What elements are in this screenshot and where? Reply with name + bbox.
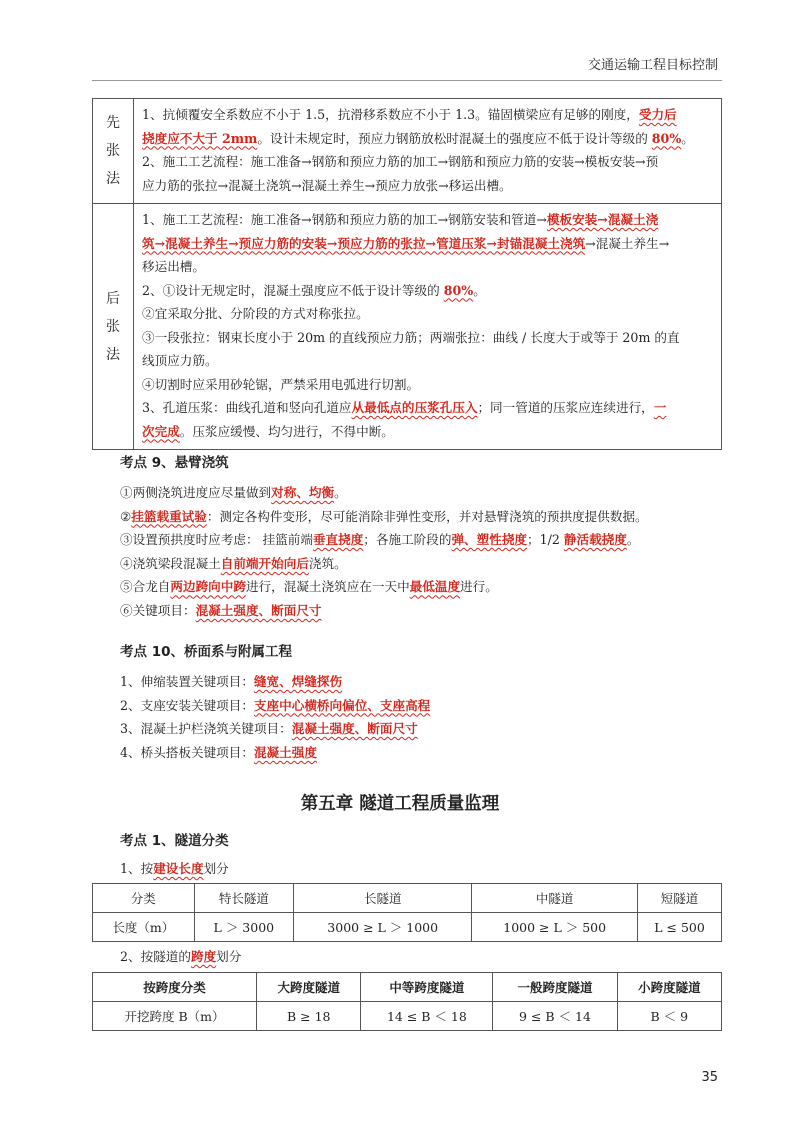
length-caption-text xyxy=(120,857,229,881)
list-item xyxy=(120,552,648,576)
length-value-cell: 长度（m） xyxy=(93,913,195,942)
length-value-cell: 3000 ≥ L ＞ 1000 xyxy=(294,913,472,942)
highlight-text: 混凝土强度 xyxy=(253,744,317,760)
content-line xyxy=(142,302,715,326)
prestress-methods-table xyxy=(92,98,722,450)
list-item xyxy=(120,741,430,765)
text-run: 。 xyxy=(681,130,694,146)
content-line xyxy=(142,103,715,127)
tunnel-section-title xyxy=(120,829,229,849)
content-line xyxy=(142,396,715,420)
content-line xyxy=(142,174,715,198)
highlight-text: 自前端开始向后 xyxy=(220,555,309,571)
page-number: 35 xyxy=(701,1070,718,1085)
highlight-text: 挂篮载重试验 xyxy=(131,508,207,524)
highlight-text: 垂直挠度 xyxy=(312,532,364,548)
content-line xyxy=(142,208,715,232)
text-run: ；1/2 xyxy=(527,532,564,548)
highlight-text: 一 xyxy=(653,400,667,415)
text-run: 2、按隧道的 xyxy=(120,949,191,964)
content-line xyxy=(142,127,715,151)
text-run: 应力筋的张拉→混凝土浇筑→混凝土养生→预应力放张→移运出槽。 xyxy=(142,177,512,193)
span-header-cell: 中等跨度隧道 xyxy=(361,973,493,1002)
highlight-text: 次完成 xyxy=(142,423,180,439)
text-run: 划分 xyxy=(203,861,229,876)
text-run: ③一段张拉：钢束长度小于 20m 的直线预应力筋；两端张拉：曲线 / 长度大于或等于 20m 的直 xyxy=(142,329,680,345)
length-value-row xyxy=(93,913,722,942)
chapter-title: 第五章 隧道工程质量监理 xyxy=(300,794,500,814)
list-item xyxy=(120,505,648,529)
length-header-cell: 分类 xyxy=(93,884,195,913)
content-line xyxy=(142,232,715,256)
content-line xyxy=(142,373,715,397)
text-run: ② xyxy=(120,508,132,524)
span-header-cell: 按跨度分类 xyxy=(93,973,257,1002)
point9-title: 考点 9、悬臂浇筑 xyxy=(120,455,229,471)
text-run: 线顶应力筋。 xyxy=(142,353,218,368)
span-value-cell: B ≥ 18 xyxy=(257,1002,361,1031)
highlight-text: 80% xyxy=(651,130,682,146)
point10-title: 考点 10、桥面系与附属工程 xyxy=(120,644,292,660)
text-run: ：测定各构件变形，尽可能消除非弹性变形，并对悬臂浇筑的预拱度提供数据。 xyxy=(206,508,648,524)
text-run: 移运出槽。 xyxy=(142,259,205,274)
posttension-row xyxy=(93,204,722,450)
span-caption xyxy=(120,945,241,969)
highlight-text: 受力后 xyxy=(638,107,677,122)
content-line xyxy=(142,150,715,174)
point9-section xyxy=(120,451,648,623)
text-run: 进行，混凝土浇筑应在一天中 xyxy=(245,579,410,595)
length-caption xyxy=(120,857,229,881)
text-run: ；各施工阶段的 xyxy=(363,532,452,548)
posttension-label-char: 法 xyxy=(106,346,120,363)
pretension-content xyxy=(134,99,722,204)
tunnel-span-table xyxy=(92,972,722,1031)
span-value-cell: 14 ≤ B ＜ 18 xyxy=(361,1002,493,1031)
highlight-text: 跨度 xyxy=(190,949,217,964)
text-run: ④浇筑梁段混凝土 xyxy=(120,555,221,571)
highlight-text: 混凝土强度、断面尺寸 xyxy=(291,721,418,737)
pretension-label xyxy=(93,99,134,204)
highlight-text: 筑→混凝土养生→预应力筋的安装→预应力筋的张拉→管道压浆→封锚混凝土浇筑 xyxy=(142,235,586,251)
list-item xyxy=(120,481,648,505)
text-run: 2、支座安装关键项目： xyxy=(120,697,254,713)
text-run: 4、桥头搭板关键项目： xyxy=(120,744,254,760)
text-run: ①两侧浇筑进度应尽量做到 xyxy=(120,485,272,500)
span-header-row xyxy=(93,973,722,1002)
list-item xyxy=(120,694,430,718)
highlight-text: 两边跨向中跨 xyxy=(170,579,246,595)
length-value-cell: L ＞ 3000 xyxy=(194,913,294,942)
text-run: 1、伸缩装置关键项目： xyxy=(120,674,254,689)
pretension-label-char: 先 xyxy=(106,115,120,131)
length-value-cell: L ≤ 500 xyxy=(638,913,722,942)
posttension-label-char: 后 xyxy=(106,290,120,307)
list-item xyxy=(120,599,648,623)
text-run: 划分 xyxy=(216,949,242,964)
highlight-text: 最低温度 xyxy=(409,579,461,595)
content-line xyxy=(142,420,715,444)
posttension-label-char: 张 xyxy=(106,318,120,335)
highlight-text: 模板安装→混凝土浇 xyxy=(546,212,659,227)
length-header-cell: 长隧道 xyxy=(294,884,472,913)
text-run: 进行。 xyxy=(460,579,498,595)
text-run: ③设置预拱度时应考虑： 挂篮前端 xyxy=(120,532,313,548)
span-header-cell: 一般跨度隧道 xyxy=(493,973,617,1002)
content-line xyxy=(142,326,715,350)
highlight-text: 静活载挠度 xyxy=(563,532,627,548)
text-run: 1、按 xyxy=(120,861,154,876)
span-value-cell: 开挖跨度 B（m） xyxy=(93,1002,257,1031)
text-run: 。压浆应缓慢、均匀进行，不得中断。 xyxy=(179,423,394,439)
highlight-text: 弹、塑性挠度 xyxy=(451,532,528,548)
point10-section xyxy=(120,640,430,764)
text-run: 3、混凝土护栏浇筑关键项目： xyxy=(120,721,292,737)
highlight-text: 80% xyxy=(443,282,474,298)
text-run: 。 xyxy=(473,282,486,298)
text-run: ⑥关键项目： xyxy=(120,602,196,618)
span-header-cell: 大跨度隧道 xyxy=(257,973,361,1002)
text-run: 1、抗倾覆安全系数应不小于 1.5，抗滑移系数应不小于 1.3。锚固横梁应有足够的刚度， xyxy=(142,107,639,122)
length-value-cell: 1000 ≥ L ＞ 500 xyxy=(472,913,638,942)
text-run: 1、施工工艺流程：施工准备→钢筋和预应力筋的加工→钢筋安装和管道→ xyxy=(142,212,547,227)
highlight-text: 建设长度 xyxy=(153,861,204,876)
point10-list xyxy=(120,670,430,764)
text-run: ⑤合龙自 xyxy=(120,579,171,595)
span-value-cell: B ＜ 9 xyxy=(617,1002,721,1031)
text-run: ④切割时应采用砂轮锯，严禁采用电弧进行切割。 xyxy=(142,376,420,392)
text-run: 。 xyxy=(334,485,347,500)
text-run: 。 xyxy=(626,532,640,548)
content-line xyxy=(142,349,715,373)
length-header-cell: 短隧道 xyxy=(638,884,722,913)
header-divider xyxy=(92,80,722,81)
span-value-cell: 9 ≤ B ＜ 14 xyxy=(493,1002,617,1031)
text-run: 。设计未规定时，预应力钢筋放松时混凝土的强度应不低于设计等级的 xyxy=(257,130,652,146)
text-run: ②宜采取分批、分阶段的方式对称张拉。 xyxy=(142,306,369,321)
highlight-text: 缝宽、焊缝探伤 xyxy=(253,674,343,689)
text-run: 3、孔道压浆：曲线孔道和竖向孔道应 xyxy=(142,400,352,415)
highlight-text: 支座中心横桥向偏位、支座高程 xyxy=(253,697,431,713)
span-header-cell: 小跨度隧道 xyxy=(617,973,721,1002)
highlight-text: 挠度应不大于 2mm xyxy=(142,130,258,146)
span-caption-text xyxy=(120,945,241,969)
content-line xyxy=(142,279,715,303)
highlight-text: 混凝土强度、断面尺寸 xyxy=(195,602,322,618)
text-run: 2、施工工艺流程：施工准备→钢筋和预应力筋的加工→钢筋和预应力筋的安装→模板安装→预 xyxy=(142,154,659,169)
running-header-title: 交通运输工程目标控制 xyxy=(587,58,718,73)
text-run: 2、①设计无规定时，混凝土强度应不低于设计等级的 xyxy=(142,282,444,298)
text-run: 浇筑。 xyxy=(308,555,347,571)
highlight-text: 从最低点的压浆孔压入 xyxy=(351,400,478,415)
pretension-label-char: 法 xyxy=(106,171,120,187)
length-header-cell: 特长隧道 xyxy=(194,884,294,913)
pretension-label-char: 张 xyxy=(106,143,120,159)
posttension-label xyxy=(93,204,134,450)
point9-list xyxy=(120,481,648,623)
highlight-text: 对称、均衡 xyxy=(271,485,335,500)
pretension-row xyxy=(93,99,722,204)
tunnel-point-title: 考点 1、隧道分类 xyxy=(120,833,229,849)
posttension-content xyxy=(134,204,722,450)
list-item xyxy=(120,528,648,552)
span-value-row xyxy=(93,1002,722,1031)
length-header-cell: 中隧道 xyxy=(472,884,638,913)
text-run: ；同一管道的压浆应连续进行， xyxy=(477,400,654,415)
list-item xyxy=(120,575,648,599)
content-line xyxy=(142,255,715,279)
tunnel-length-table xyxy=(92,883,722,942)
length-header-row xyxy=(93,884,722,913)
list-item xyxy=(120,670,430,694)
list-item xyxy=(120,717,430,741)
text-run: →混凝土养生→ xyxy=(585,235,670,251)
